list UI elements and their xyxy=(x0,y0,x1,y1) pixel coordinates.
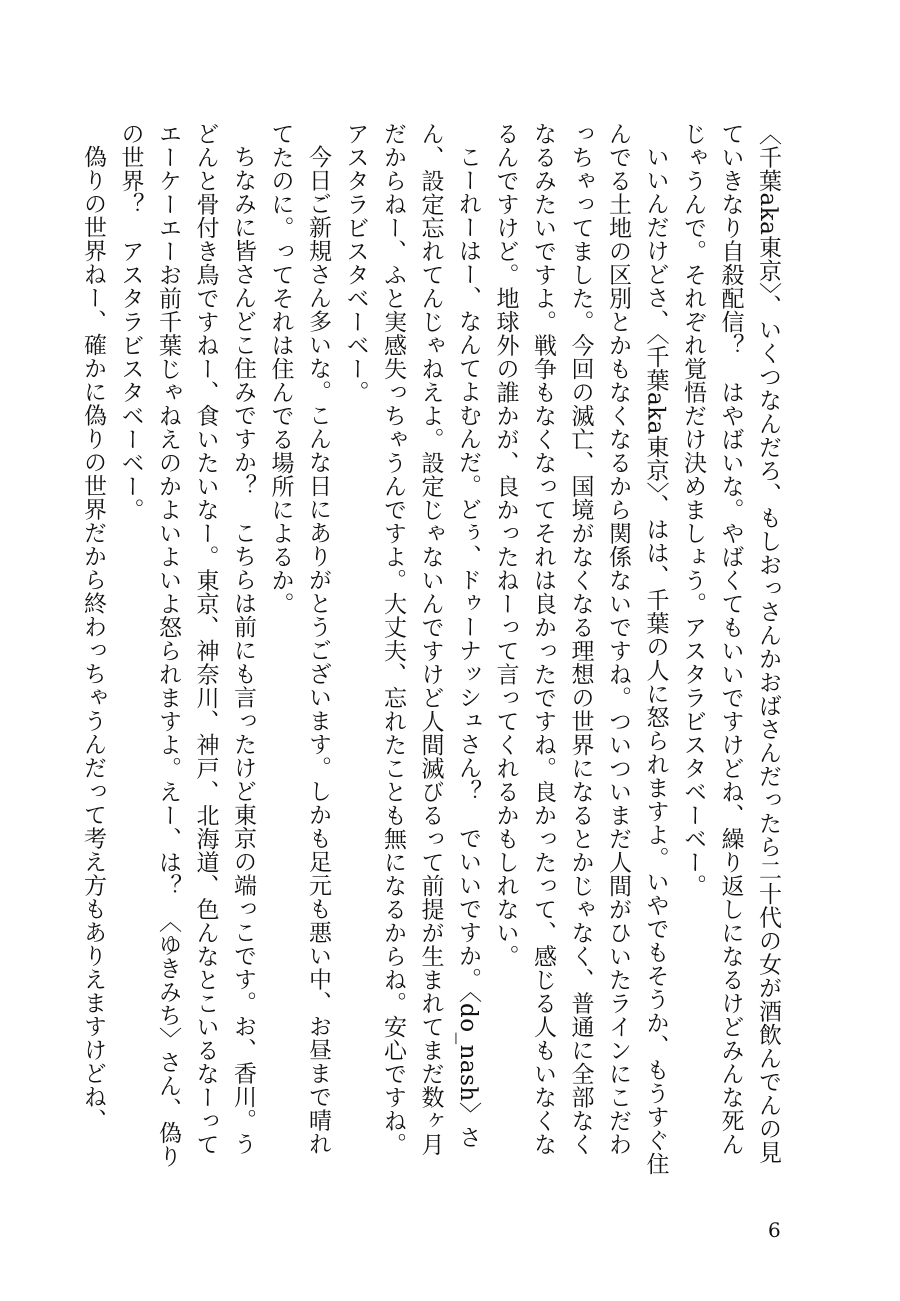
paragraph-3: こーれーはー、なんてよむんだ。どぅ、ドゥーナッシュさん？ でいいですか。〈do_nash〉さん、設定忘れてんじゃねえよ。設定じゃないんですけど人間滅びるって前提が生まれてまだ数ヶ月だからねー、ふと実感失っちゃうんですよ。大丈夫、忘れたことも無になるからね。安心ですね。アスタラビスタベーベー。 xyxy=(342,122,481,1156)
vertical-text-body xyxy=(80,122,786,1177)
paragraph-6: 偽りの世界ねー、確かに偽りの世界だから終わっちゃうんだって考え方もありえますけどね、 xyxy=(80,145,106,1132)
page-number: 6 xyxy=(768,1218,781,1242)
paragraph-1: 〈千葉aka東京〉、いくつなんだろ、もしおっさんかおばさんだったら二十代の女が酒飲んでんの見ていきなり自殺配信？ はやばいな。やばくてもいいですけどね、繰り返しになるけどみんな死んじゃうんで。それぞれ覚悟だけ決めましょう。アスタラビスタベーベー。 xyxy=(680,122,781,1164)
paragraph-5: ちなみに皆さんどこ住みですか？ こちらは前にも言ったけど東京の端っこです。お、香川。うどんと骨付き鳥ですねー、食いたいなー。東京、神奈川、神戸、北海道、色んなとこいるなーってエーケーエーお前千葉じゃねえのかよいよいよ怒られますよ。えー、は？ 〈ゆきみち〉さん、偽りの世界？ アスタラビスタベーベー。 xyxy=(117,122,256,1168)
paragraph-2: いいんだけどさ、〈千葉aka東京〉、はは、千葉の人に怒られますよ。いやでもそうか、もうすぐ住んでる土地の区別とかもなくなるから関係ないですね。ついついまだ人間がひいたラインにこだわっちゃってました。今回の滅亡、国境がなくなる理想の世界になるとかじゃなく、普通に全部なくなるみたいですよ。戦争もなくなってそれは良かったですね。良かったって、感じる人もいなくなるんですけど。地球外の誰かが、良かったねーって言ってくれるかもしれない。 xyxy=(492,122,669,1176)
paragraph-4: 今日ご新規さん多いな。こんな日にありがとうございます。しかも足元も悪い中、お昼まで晴れてたのに。ってそれは住んでる場所によるか。 xyxy=(267,122,331,1156)
